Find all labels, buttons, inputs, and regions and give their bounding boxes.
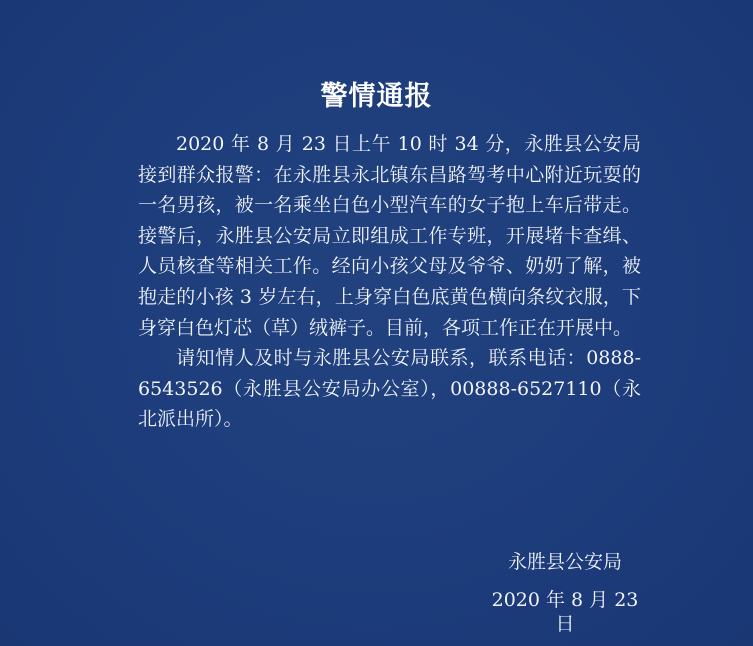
signature-organization: 永胜县公安局 [507, 551, 622, 573]
notice-paragraph-contact: 请知情人及时与永胜县公安局联系，联系电话：0888-6543526（永胜县公安局办公室），00888-6527110（永北派出所）。 [138, 347, 641, 431]
notice-body [138, 129, 641, 435]
notice-paragraph-report: 2020 年 8 月 23 日上午 10 时 34 分，永胜县公安局接到群众报警：在永胜县永北镇东昌路驾考中心附近玩耍的一名男孩，被一名乘坐白色小型汽车的女子抱上车后带走。接警后，永胜县公安局立即组成工作专班，开展堵卡查缉、人员核查等相关工作。经向小孩父母及爷爷、奶奶了解，被抱走的小孩 3 岁左右，上身穿白色底黄色横向条纹衣服，下身穿白色灯芯（草）绒裤子。目前，各项工作正在开展中。 [138, 133, 641, 339]
notice-title: 警情通报 [320, 81, 433, 112]
signature-date: 2020 年 8 月 23 日 [491, 589, 639, 635]
